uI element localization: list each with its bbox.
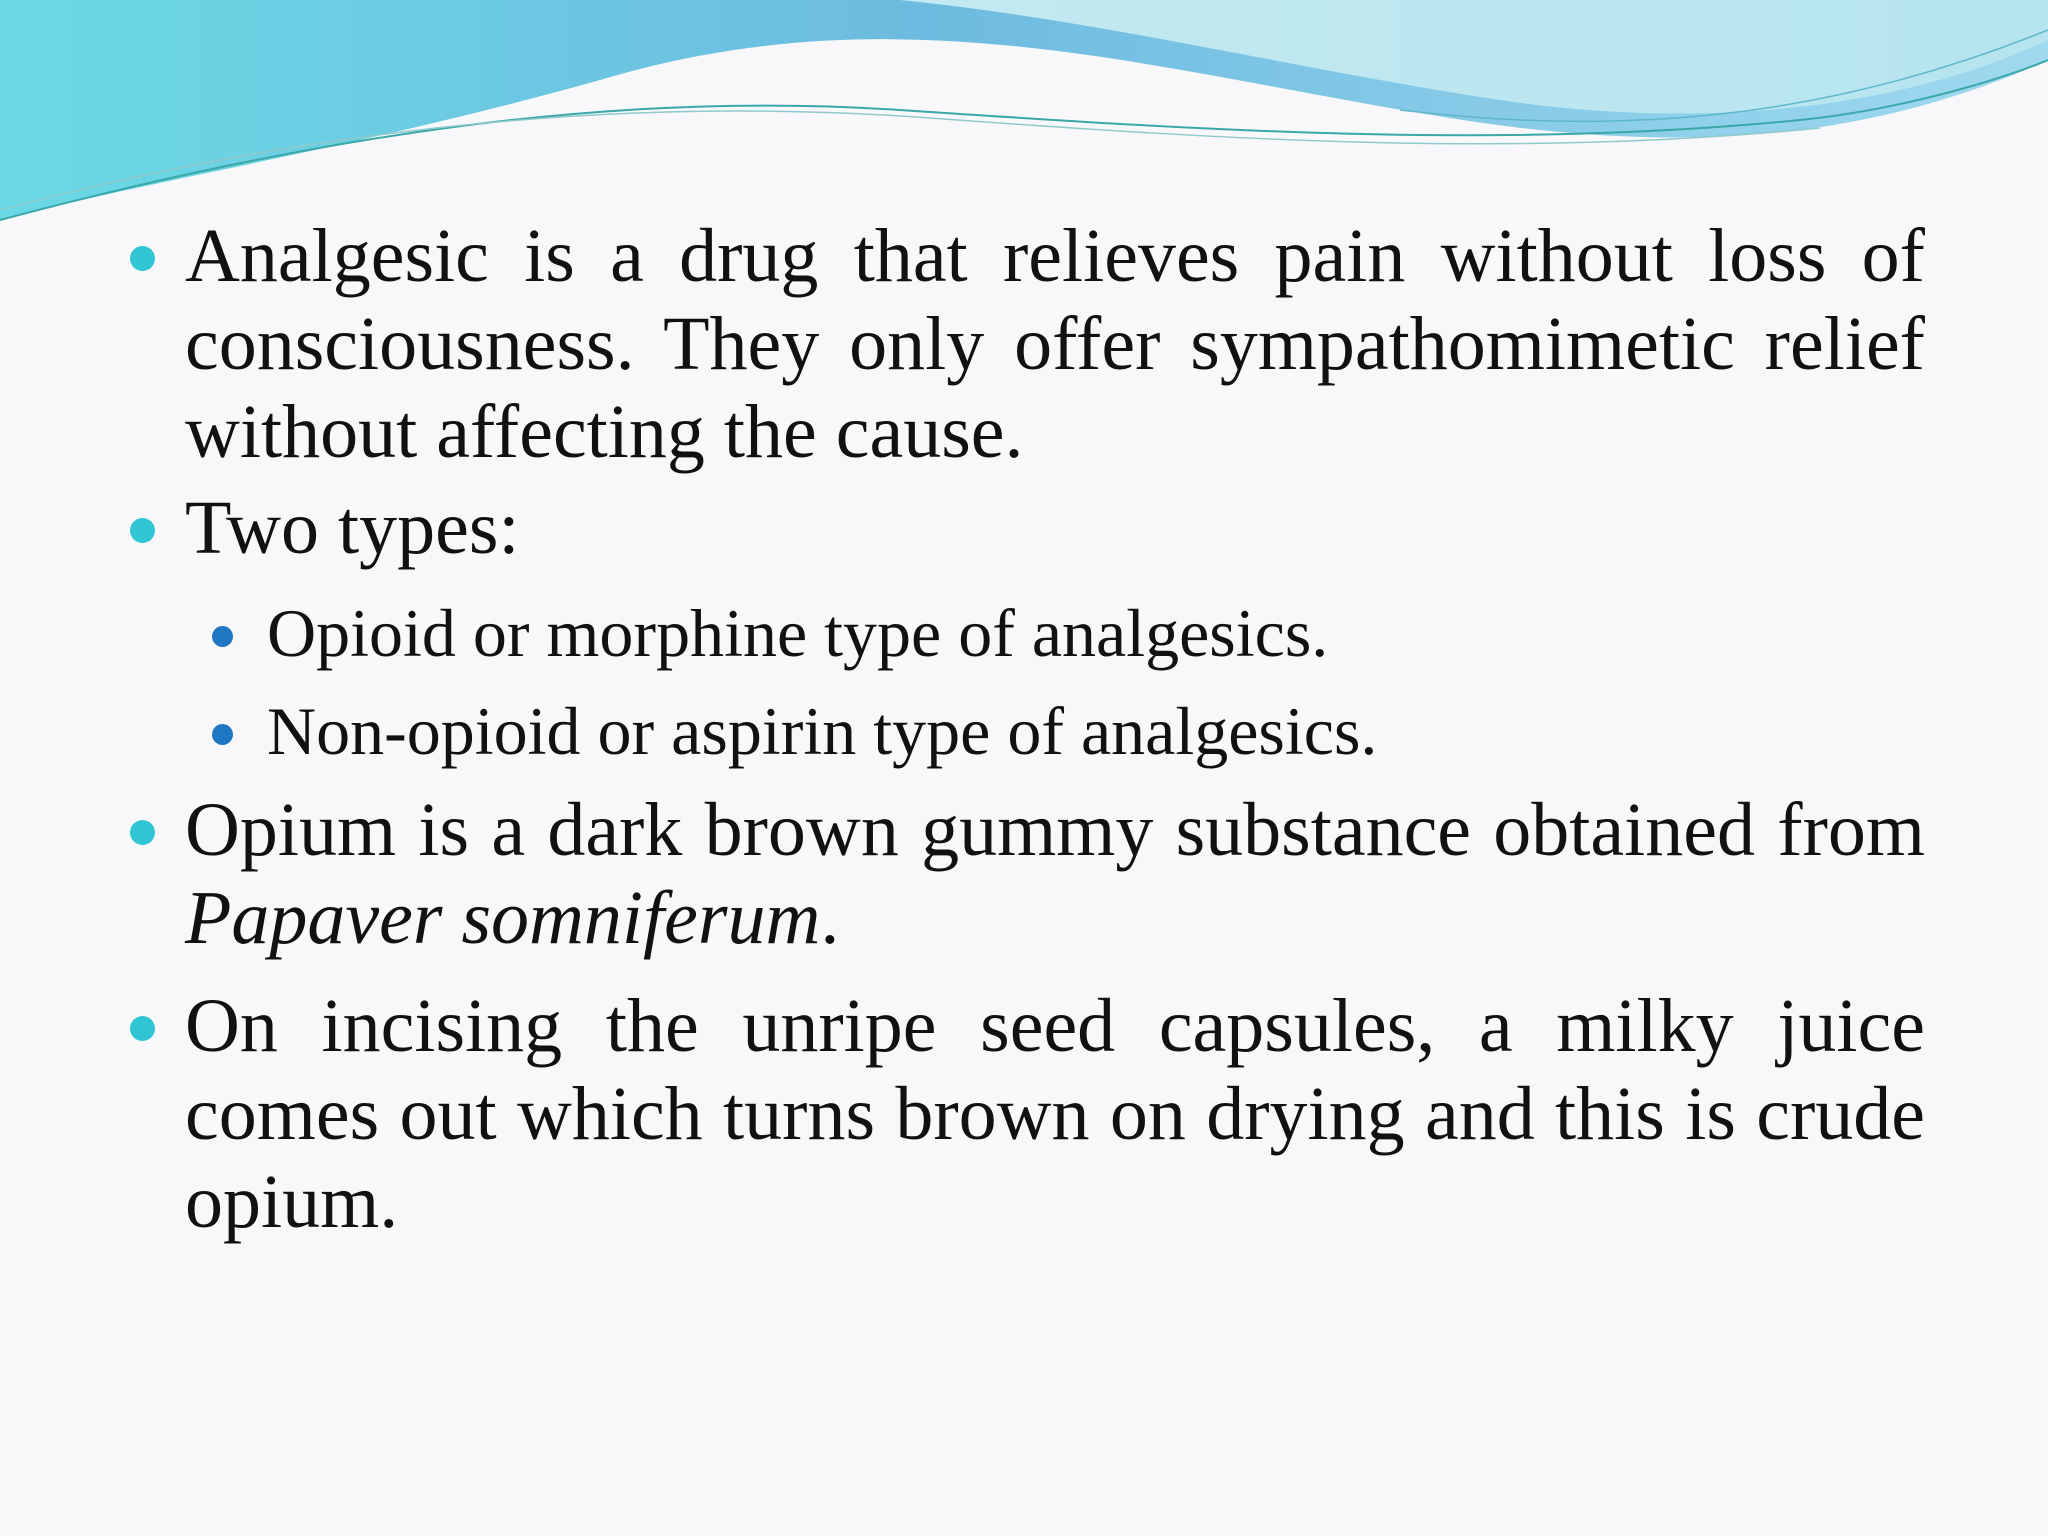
bullet-text: Opium is a dark brown gummy substance obtained from bbox=[185, 788, 1925, 872]
wave-header-graphic bbox=[0, 0, 2048, 240]
bullet-text-end: . bbox=[820, 876, 840, 960]
sub-bullet-text: Non-opioid or aspirin type of analgesics. bbox=[267, 693, 1378, 769]
bullet-text: Two types: bbox=[185, 486, 520, 570]
bullet-item bbox=[130, 484, 1925, 572]
sub-bullet-text: Opioid or morphine type of analgesics. bbox=[267, 595, 1329, 671]
bullet-item bbox=[130, 982, 1925, 1246]
bullet-item bbox=[130, 212, 1925, 476]
sub-bullet-item bbox=[212, 682, 1925, 780]
bullet-dot-icon bbox=[212, 626, 233, 647]
bullet-list bbox=[130, 212, 1925, 1246]
bullet-text: Analgesic is a drug that relieves pain without loss of consciousness. They only offer sympathomimetic relief without affecting the cause. bbox=[185, 214, 1925, 474]
bullet-item bbox=[130, 786, 1925, 962]
bullet-dot-icon bbox=[130, 1016, 155, 1041]
bullet-dot-icon bbox=[130, 820, 155, 845]
bullet-dot-icon bbox=[212, 724, 233, 745]
sub-bullet-item bbox=[212, 584, 1925, 682]
species-name: Papaver somniferum bbox=[185, 876, 821, 960]
bullet-dot-icon bbox=[130, 518, 155, 543]
bullet-dot-icon bbox=[130, 246, 155, 271]
bullet-text: On incising the unripe seed capsules, a milky juice comes out which turns brown on drying and this is crude opium. bbox=[185, 984, 1925, 1244]
